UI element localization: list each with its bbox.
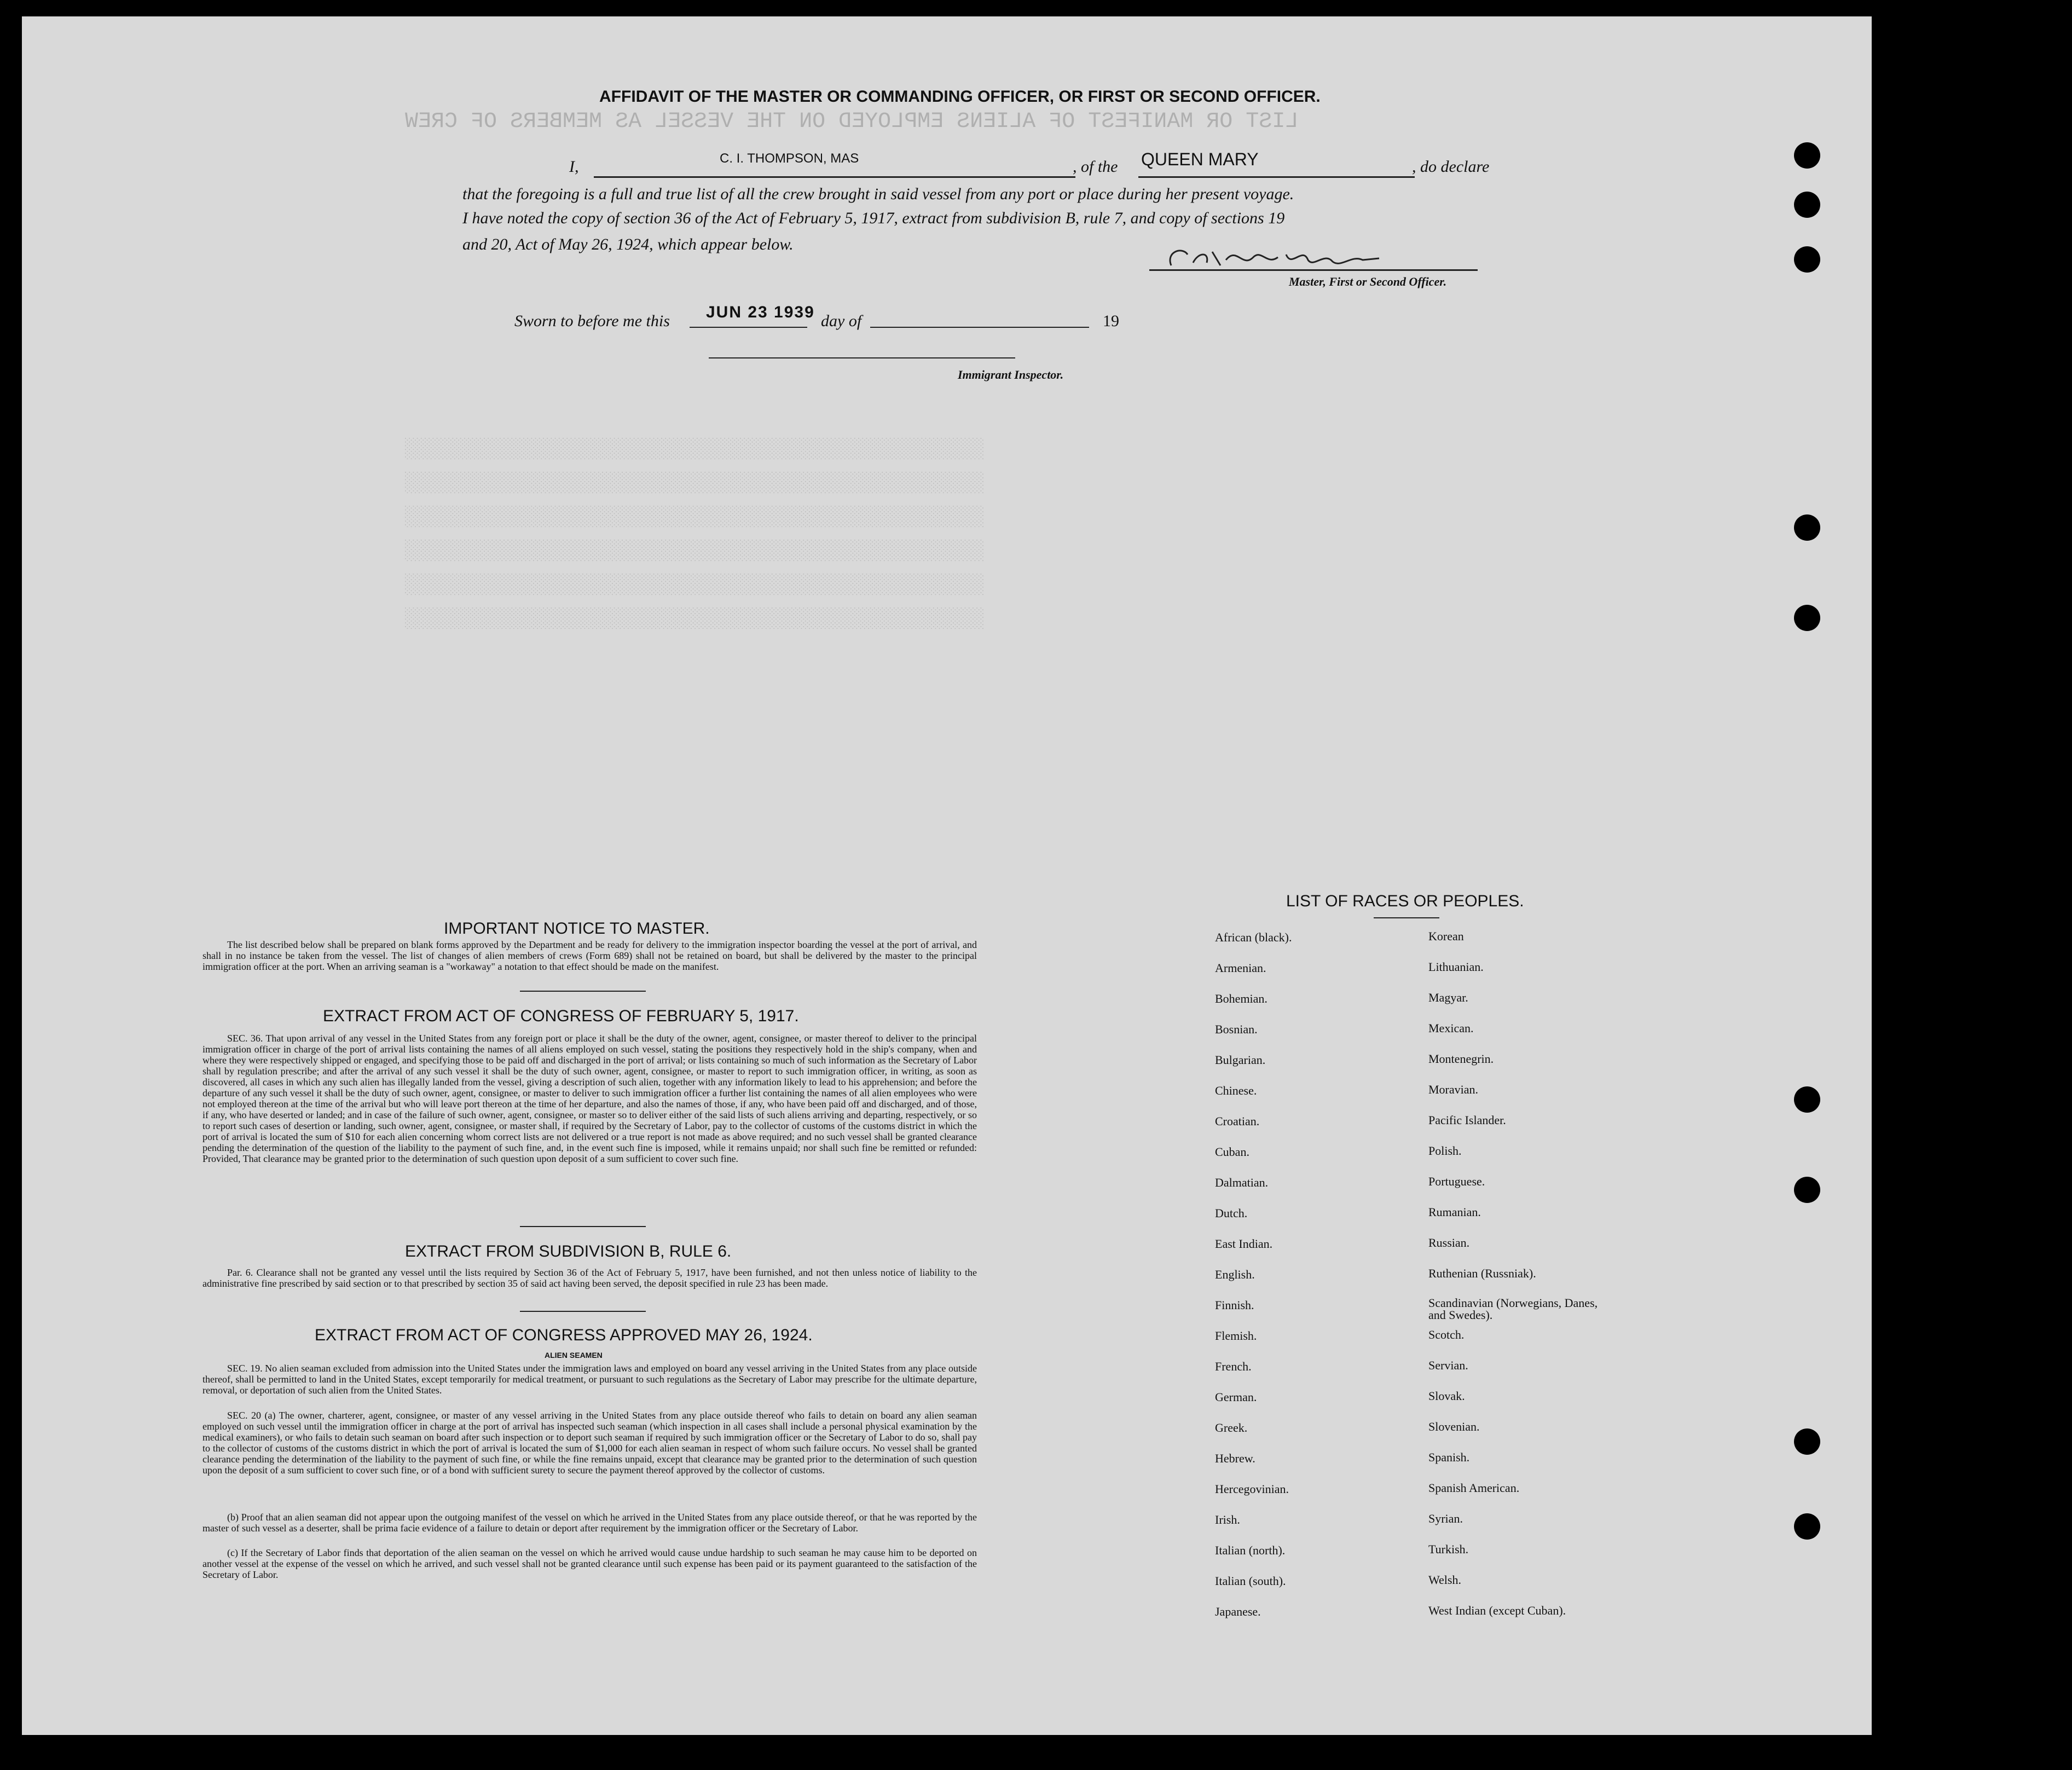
vessel-name-field: QUEEN MARY [1141,149,1259,169]
race-item: Irish. [1215,1513,1240,1526]
race-item: Montenegrin. [1428,1052,1494,1066]
extract-rule6-title: EXTRACT FROM SUBDIVISION B, RULE 6. [405,1242,732,1260]
race-item: French. [1215,1360,1252,1373]
affidavit-line-3: I have noted the copy of section 36 of the Act of February 5, 1917, extract from subdivision B, rule 7, and copy of sections 19 [462,209,1285,227]
race-item: Italian (south). [1215,1574,1286,1588]
inspector-caption: Immigrant Inspector. [958,368,1064,381]
race-item: German. [1215,1390,1257,1404]
bleed-through-rows: ░░░░░░░░░░░░░░░░░░░░░░░░░░░░░░░░░░░░░░░░░░░░░░░░░ ░░░░░░░░░░░░░░░░░░░░░░░░░░░░░░░░░░░░░░░░░░░░░░░░░ ░░░░░░░░░░░░░░░░░░░░░░░░░░░░░░░░░░░░░░░░░░░░░░░░░ ░░░░░░░░░░░░░░░░░░░░░░░░░░░░░░░░░░░░░░░░░░░░░░░░░ ░░░░░░░░░░░░░░░░░░░░░░░░░░░░░░░░░░░░░░░░░░░░░░░░░ ░░░░░░░░░░░░░░░░░░░░░░░░░░░░░░░░░░░░░░░░░░░░░░░░░ [405,438,985,630]
affidavit-i-label: I, [569,158,579,176]
punch-hole [1794,1513,1820,1540]
divider [520,1226,646,1227]
do-declare-label: , do declare [1412,158,1490,176]
race-item: Dalmatian. [1215,1176,1269,1189]
day-of-line [870,327,1089,328]
race-item: Lithuanian. [1428,960,1484,974]
extract-1924-title: EXTRACT FROM ACT OF CONGRESS APPROVED MAY 26, 1924. [315,1326,813,1344]
year-prefix: 19 [1103,312,1119,330]
race-item: Armenian. [1215,961,1266,975]
race-item: Scotch. [1428,1328,1465,1341]
signer-caption: Master, First or Second Officer. [1289,275,1447,288]
race-item: Bulgarian. [1215,1053,1266,1067]
punch-hole [1794,1086,1820,1113]
sworn-label: Sworn to before me this [514,312,670,330]
race-item: Finnish. [1215,1298,1254,1312]
race-item: East Indian. [1215,1237,1273,1251]
sworn-date-line [690,327,807,328]
punch-hole [1794,605,1820,631]
of-the-label: , of the [1073,158,1118,176]
punch-hole [1794,514,1820,541]
race-item: Pacific Islander. [1428,1113,1506,1127]
race-item: Greek. [1215,1421,1248,1434]
vessel-name-line [1138,176,1415,178]
race-item: Korean [1428,929,1464,943]
race-item: Croatian. [1215,1114,1260,1128]
race-item: Russian. [1428,1236,1470,1250]
master-name-line [594,176,1075,178]
race-item: Slovak. [1428,1389,1465,1403]
race-item: Dutch. [1215,1206,1248,1220]
race-item: Ruthenian (Russniak). [1428,1266,1536,1280]
extract-1924-sec19: SEC. 19. No alien seaman excluded from admission into the United States under the immigration laws and employed on board any vessel arriving in the United States from any place outside thereof, shall be permitted to land in the United States, except temporarily for medical treatment, or pursuant to such regulations as the Secretary of Labor may prescribe for the ultimate departure, removal, or deportation of such alien from the United States. [202,1363,977,1396]
master-name-field: C. I. THOMPSON, MAS [720,151,859,166]
race-item: West Indian (except Cuban). [1428,1604,1566,1617]
punch-hole [1794,1177,1820,1203]
notice-body: The list described below shall be prepared on blank forms approved by the Department and be ready for delivery to the immigration inspector boarding the vessel at the port of arrival, and shall in no instance be taken from the vessel. The list of changes of alien members of crews (Form 689) shall not be retained on board, but shall be delivered by the master to the principal immigration officer at the port. When an arriving seaman is a "workaway" a notation to that effect should be made on the manifest. [202,939,977,972]
signature-line [1149,269,1478,271]
notice-title: IMPORTANT NOTICE TO MASTER. [444,919,710,938]
race-item: Italian (north). [1215,1543,1286,1557]
race-item: African (black). [1215,930,1292,944]
race-item: Chinese. [1215,1084,1257,1097]
punch-hole [1794,1428,1820,1455]
race-item: Moravian. [1428,1083,1479,1096]
extract-1924-sec20c: (c) If the Secretary of Labor finds that deportation of the alien seaman on the vessel on which he arrived would cause undue hardship to such seaman he may cause him to be deported on another vessel at the expense of the vessel on which he arrived, and such vessel shall not be granted clearance until such expense has been paid or its payment guaranteed to the satisfaction of the Secretary of Labor. [202,1547,977,1580]
race-item: Magyar. [1428,991,1468,1004]
divider [520,1311,646,1312]
race-item: Hebrew. [1215,1451,1255,1465]
race-item: Slovenian. [1428,1420,1480,1433]
extract-1924-sec20a: SEC. 20 (a) The owner, charterer, agent, consignee, or master of any vessel arriving in the United States from any place outside thereof who fails to detain on board any alien seaman employed on such vessel until the immigration officer in charge at the port of arrival has inspected such seaman (which inspection in all cases shall include a personal physical examination by the medical examiners), or who fails to detain such seaman on board after such inspection or to deport such seaman if required by such immigration officer or the Secretary of Labor to do so, shall pay to the collector of customs of the customs district in which the port of arrival is located the sum of $1,000 for each alien seaman in respect of whom such failure occurs. No vessel shall be granted clearance pending the determination of the liability to the payment of such fine, or while the fine remains unpaid, except that clearance may be granted prior to the determination of such question upon the deposit of a sum sufficient to cover such fine, or of a bond with sufficient surety to secure the payment thereof approved by the collector of customs. [202,1410,977,1476]
sworn-date-stamp: JUN 23 1939 [706,303,815,321]
race-item: Spanish American. [1428,1481,1520,1495]
race-item: Cuban. [1215,1145,1249,1159]
punch-hole [1794,246,1820,273]
extract-1924-sec20b: (b) Proof that an alien seaman did not appear upon the outgoing manifest of the vessel on which he arrived in the United States from any place outside thereof, or that he was reported by the master of such vessel as a deserter, shall be prima facie evidence of a failure to detain or deport after requirement by the immigration officer or the Secretary of Labor. [202,1512,977,1534]
divider [520,991,646,992]
race-item: Mexican. [1428,1021,1474,1035]
extract-1917-title: EXTRACT FROM ACT OF CONGRESS OF FEBRUARY 5, 1917. [323,1007,799,1025]
extract-1924-subtitle: ALIEN SEAMEN [545,1351,603,1360]
document-page [22,16,1872,1735]
punch-hole [1794,192,1820,218]
race-item: Syrian. [1428,1512,1463,1525]
bleed-through-text: LIST OR MANIFEST OF ALIENS EMPLOYED ON THE VESSEL AS MEMBERS OF CREW [405,109,1299,134]
races-title: LIST OF RACES OR PEOPLES. [1286,892,1524,910]
race-item: Polish. [1428,1144,1462,1158]
race-item: Portuguese. [1428,1175,1485,1188]
race-item: Rumanian. [1428,1205,1481,1219]
punch-hole [1794,142,1820,169]
race-item: Servian. [1428,1358,1468,1372]
race-item: Hercegovinian. [1215,1482,1289,1496]
affidavit-line-2: that the foregoing is a full and true list of all the crew brought in said vessel from any port or place during her present voyage. [462,185,1294,203]
race-item: Spanish. [1428,1450,1470,1464]
race-item: Flemish. [1215,1329,1257,1343]
race-item: Bohemian. [1215,992,1267,1005]
race-item: Scandinavian (Norwegians, Danes, and Swedes). [1428,1296,1598,1322]
inspector-signature-line [709,357,1015,358]
day-of-label: day of [821,312,862,330]
signature-image [1160,235,1390,279]
extract-rule6-body: Par. 6. Clearance shall not be granted any vessel until the lists required by Section 36 of the Act of February 5, 1917, have been furnished, and not then unless notice of liability to the administrative fine prescribed by said section or to that prescribed by section 35 of said act having been served, the deposit specified in rule 23 has been made. [202,1267,977,1289]
extract-1917-body: SEC. 36. That upon arrival of any vessel in the United States from any foreign port or place it shall be the duty of the owner, agent, consignee, or master thereof to deliver to the principal immigration officer in charge of the port of arrival lists containing the names of all aliens employed on such vessel, stating the positions they respectively hold in the ship's company, when and where they were respectively shipped or engaged, and specifying those to be paid off and discharged in the port of arrival; or lists containing so much of such information as the Secretary of Labor shall by regulation prescribe; and after the arrival of any such vessel it shall be the duty of such owner, agent, consignee, or master to report to such immigration officer, in writing, as soon as discovered, all cases in which any such alien has illegally landed from the vessel, giving a description of such alien, together with any information likely to lead to his apprehension; and before the departure of any such vessel it shall be the duty of such owner, agent, consignee, or master to deliver to such immigration officer a further list containing the names of all alien employees who were not employed thereon at the time of the arrival but who will leave port thereon at the time of her departure, and also the names of those, if any, who have been paid off and discharged, and of those, if any, who have deserted or landed; and in case of the failure of such owner, agent, consignee, or master so to deliver either of the said lists of such aliens arriving and departing, respectively, or so to report such cases of desertion or landing, such owner, agent, consignee, or master shall, if required by the Secretary of Labor, pay to the collector of customs of the customs district in which the port of arrival is located the sum of $10 for each alien concerning whom correct lists are not delivered or a true report is not made as above required; and no such vessel shall be granted clearance pending the determination of the question of the liability to the payment of such fine, and, in the event such fine is imposed, while it remains unpaid; nor shall such fine be remitted or refunded: Provided, That clearance may be granted prior to the determination of such question upon deposit of a sum sufficient to cover such fine. [202,1033,977,1164]
race-item: Bosnian. [1215,1022,1258,1036]
race-item: Japanese. [1215,1605,1261,1618]
affidavit-title: AFFIDAVIT OF THE MASTER OR COMMANDING OFFICER, OR FIRST OR SECOND OFFICER. [599,88,1321,106]
race-item: Welsh. [1428,1573,1461,1587]
races-title-underline [1374,917,1439,918]
race-item: Turkish. [1428,1542,1469,1556]
affidavit-line-4: and 20, Act of May 26, 1924, which appear below. [462,235,794,253]
race-item: English. [1215,1268,1255,1281]
